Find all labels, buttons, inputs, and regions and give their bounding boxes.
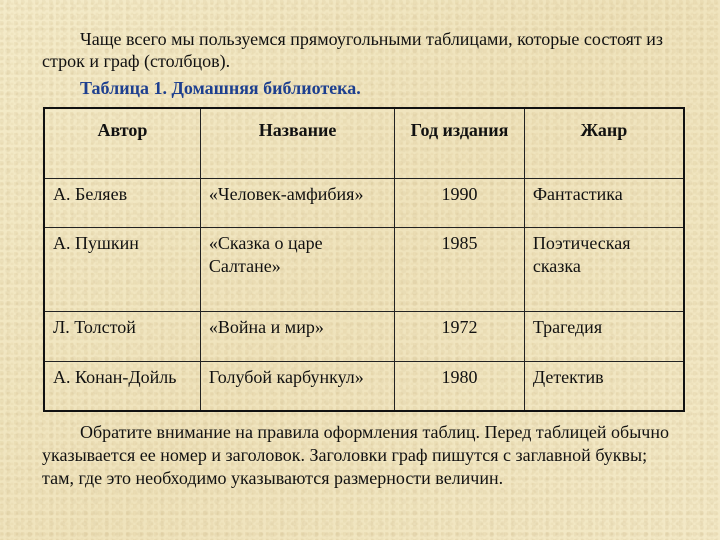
cell-title: «Война и мир»: [200, 312, 394, 361]
cell-year: 1972: [395, 312, 525, 361]
cell-title: «Сказка о царе Салтане»: [200, 228, 394, 312]
header-genre: Жанр: [524, 108, 684, 179]
table-caption: Таблица 1. Домашняя библиотека.: [80, 78, 361, 98]
header-author: Автор: [44, 108, 200, 179]
library-table: [43, 107, 685, 412]
table-row: [44, 179, 684, 228]
intro-paragraph: [42, 28, 682, 72]
header-title: Название: [200, 108, 394, 179]
cell-genre: Трагедия: [524, 312, 684, 361]
cell-year: 1980: [395, 361, 525, 411]
cell-author: А. Беляев: [44, 179, 200, 228]
cell-author: А. Пушкин: [44, 228, 200, 312]
cell-author: Л. Толстой: [44, 312, 200, 361]
cell-year: 1985: [395, 228, 525, 312]
outro-paragraph: [42, 421, 682, 490]
cell-author: А. Конан-Дойль: [44, 361, 200, 411]
table-row: [44, 228, 684, 312]
header-year: Год издания: [395, 108, 525, 179]
intro-text: Чаще всего мы пользуемся прямоугольными таблицами, которые состоят из строк и граф (столбцов).: [42, 29, 663, 71]
table-header-row: [44, 108, 684, 179]
cell-title: Голубой карбункул»: [200, 361, 394, 411]
cell-genre: Детектив: [524, 361, 684, 411]
cell-genre: Фантастика: [524, 179, 684, 228]
cell-genre: Поэтическая сказка: [524, 228, 684, 312]
table-row: [44, 361, 684, 411]
cell-title: «Человек-амфибия»: [200, 179, 394, 228]
table-row: [44, 312, 684, 361]
cell-year: 1990: [395, 179, 525, 228]
outro-text: Обратите внимание на правила оформления таблиц. Перед таблицей обычно указывается ее номер и заголовок. Заголовки граф пишутся с заглавной буквы; там, где это необходимо указываются размерности величин.: [42, 422, 669, 488]
